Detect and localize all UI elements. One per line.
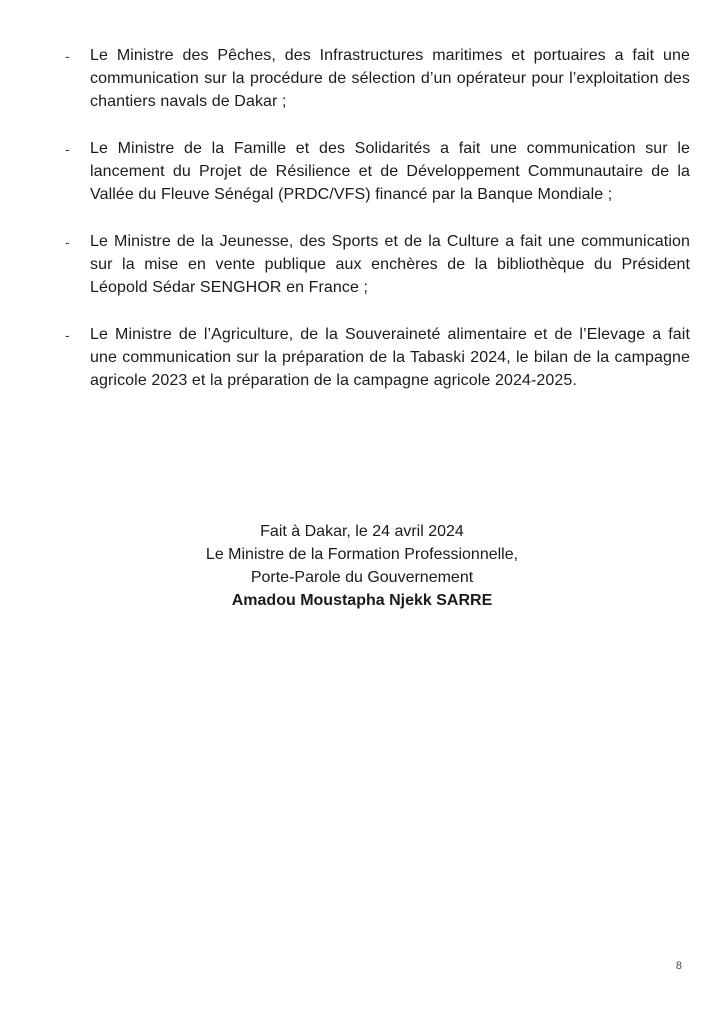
bullet-text-agriculture: Le Ministre de l’Agriculture, de la Souveraineté alimentaire et de l’Elevage a fait une communication sur la préparation de la Tabaski 2024, le bilan de la campagne agricole 2023 et la préparation de la campagne agricole 2024-2025. (90, 326, 690, 389)
bullet-dash: - (65, 141, 70, 157)
signature-place-date: Fait à Dakar, le 24 avril 2024 (260, 523, 464, 540)
list-item (65, 230, 690, 299)
bullet-text-family: Le Ministre de la Famille et des Solidarités a fait une communication sur le lancement du Projet de Résilience et de Développement Communautaire de la Vallée du Fleuve Sénégal (PRDC/VFS) financé par la Banque Mondiale ; (90, 140, 690, 203)
list-item (65, 44, 690, 113)
bullet-dash: - (65, 234, 70, 250)
list-item (65, 323, 690, 392)
bullet-text-youth: Le Ministre de la Jeunesse, des Sports et de la Culture a fait une communication sur la mise en vente publique aux enchères de la bibliothèque du Président Léopold Sédar SENGHOR en France ; (90, 233, 690, 296)
signature-title-line1: Le Ministre de la Formation Professionnelle, (205, 546, 519, 563)
bullet-text-fisheries: Le Ministre des Pêches, des Infrastructures maritimes et portuaires a fait une communication sur la procédure de sélection d’un opérateur pour l’exploitation des chantiers navals de Dakar ; (90, 47, 690, 110)
signature-title-line2: Porte-Parole du Gouvernement (250, 569, 474, 586)
page-number: 8 (675, 960, 682, 972)
bullet-dash: - (65, 327, 70, 343)
signature-name: Amadou Moustapha Njekk SARRE (231, 592, 493, 609)
list-item (65, 137, 690, 206)
signature-block (0, 520, 724, 612)
bullet-dash: - (65, 48, 70, 64)
communique-list (65, 44, 690, 416)
